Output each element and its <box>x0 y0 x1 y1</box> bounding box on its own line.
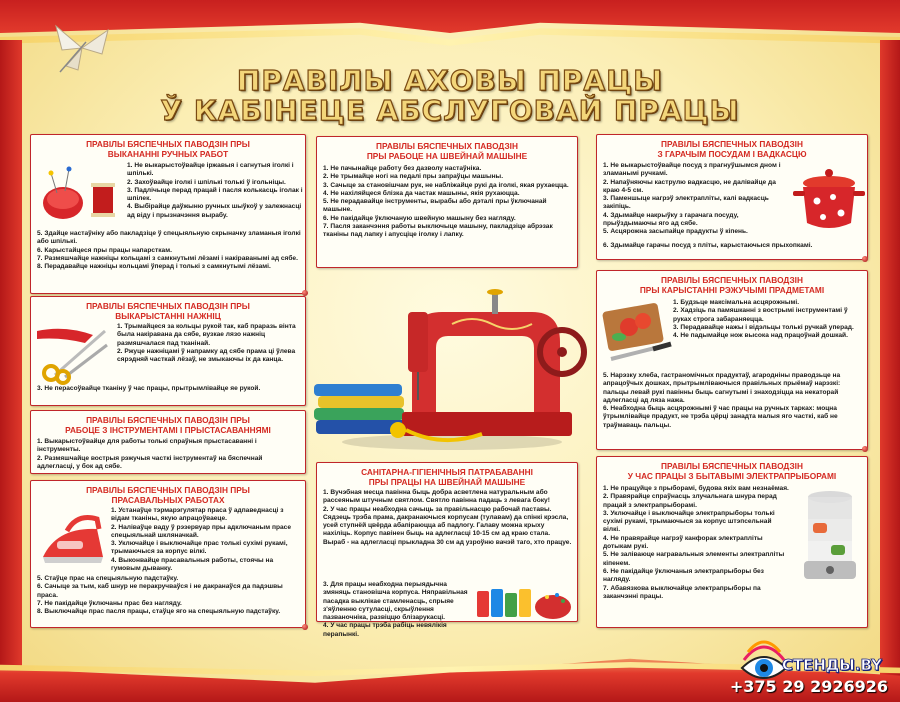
list-item: 4. Здымайце накрыўку з гарачага посуду, прыўздымаючы яго ад сябе. <box>603 211 739 228</box>
panel-appliances <box>596 456 868 628</box>
panel-sanitary <box>316 462 578 638</box>
list-item: 3. Паменшыце нагрэў электрапліты, калі вадкасць закіпіць. <box>603 195 769 211</box>
logo-phone: +375 29 2926926 <box>729 677 888 696</box>
sewing-machine-icon <box>312 272 592 452</box>
pin-icon <box>302 624 308 630</box>
list-item: 3. Перадавайце нажы і відэльцы толькі ручкай уперад. <box>673 323 854 331</box>
list-item: 4. Выбірайце даўжыню ручных шыўкоў у залежнасці ад віду і прызначэння вырабу. <box>127 203 302 219</box>
pincushion-icon <box>39 163 123 225</box>
list-item: 5. Не перадавайце інструменты, вырабы або дэталі пры ўключанай машыне. <box>323 198 547 214</box>
list-item: 6. Здымайце гарачы посуд з пліты, карыстаючыся прыхопкамі. <box>603 242 813 249</box>
list-item: 4. Выконвайце прасавальныя работы, стоячы на гумовым дыванку. <box>111 556 274 573</box>
list-item: 8. Перадавайце нажніцы кольцамі ўперад і толькі з самкнутымі лёзамі. <box>37 263 271 271</box>
list-item: 2. Не трымайце ногі на педалі пры запраўцы машыны. <box>323 173 504 181</box>
panel-hot-dishes <box>596 134 868 260</box>
iron-icon <box>37 507 109 573</box>
panel-sewing-machine <box>316 136 578 268</box>
list-item: 7. Размяшчайце нажніцы кольцамі з самкнутымі лёзамі і накіраванымі ад сябе. <box>37 254 298 262</box>
panel-heading: ПРАВІЛЫ БЯСПЕЧНЫХ ПАВОДЗІН ПРЫ КАРЫСТАННІ РЭЖУЧЫМІ ПРАДМЕТАМІ <box>639 275 825 295</box>
frame-left <box>0 40 22 680</box>
list-item: 1. Не выкарыстоўвайце посуд з прагнуўшымся дном і зламанымі ручкамі. <box>603 162 781 178</box>
list-item: 6. Неабходна быць асцярожнымі ў час працы на ручных тарках: моцна ўтрымлівайце прадукт, не трэба цёрці занадта малыя яго часткі, каб не траўмаваць пальцы. <box>603 405 838 429</box>
panel-heading: ПРАВІЛЫ БЯСПЕЧНЫХ ПАВОДЗІН ПРЫ ВЫКАРЫСТАННІ НАЖНІЦ <box>86 301 250 321</box>
list-item: 4. Не падымайце нож высока над працоўнай дошкай. <box>673 332 848 340</box>
list-item: 5. Здайце настаўніку або пакладзіце ў спецыяльную скрыначку зламаныя іголкі або шпількі. <box>37 230 301 246</box>
list-item: 3. Не перасоўвайце тканіну ў час працы, прытрымлівайце яе рукой. <box>37 385 261 392</box>
pin-icon <box>862 256 868 262</box>
list-item: 5. Не заліваюце награвальныя элементы электрапліты кіпенем. <box>603 551 785 567</box>
list-item: 2. Напаўняючы каструлю вадкасцю, не далівайце да краю 4-5 см. <box>603 178 776 194</box>
list-item: 5. Стаўце прас на спецыяльную падстаўку. <box>37 575 179 582</box>
panel-heading: ПРАВІЛЫ БЯСПЕЧНЫХ ПАВОДЗІН ПРЫ ВЫКАНАННІ РУЧНЫХ РАБОТ <box>86 139 250 159</box>
scissors-icon <box>35 321 117 381</box>
list-item: 1. Трымайцеся за кольцы рукой так, каб праразь вінта была накіравана да сябе, вузкае лязо нажніц размяшчалася пад тканінай. <box>117 323 296 347</box>
panel-tools <box>30 410 306 474</box>
list-item: 1. Не выкарыстоўвайце іржавыя і сагнутыя іголкі і шпількі. <box>127 162 294 178</box>
list-item: 2. У час працы неабходна сачыць за правільнасцю рабочай паставы. Сядзець трэба прама, дакранаючыся корпусам (тулавам) да спінкі крэсла, усей ступнёй цвёрда абапіраюцца аб падлогу. Галаву можна крыху нахіліць. Корпус павінен быць на адлегласці 10-15 см ад краю стала. Выраб - на адлегласці прыкладна 30 см ад узроўню вачэй таго, хто працуе. <box>323 505 572 546</box>
logo-name: СТЕНДЫ.BY <box>781 656 882 674</box>
list-item: 4. Не правярайце нагрэў канфорак электрапліты дотыкам рукі. <box>603 534 763 551</box>
list-item: 3. Сачыце за становішчам рук, не набліжайце рукі да іголкі, якая рухаецца. <box>323 181 569 189</box>
list-item: 1. Вучэбная месца павінна быць добра асветлена натуральным або рассеяным штучным святлом. Святло павінна падаць з левага боку! <box>323 489 550 505</box>
list-item: 1. Не працуйце з прыборамі, будова якіх вам незнаёмая. <box>603 485 789 492</box>
panel-heading: ПРАВІЛЫ БЯСПЕЧНЫХ ПАВОДЗІН У ЧАС ПРАЦЫ З БЫТАВЫМІ ЭЛЕКТРАПРЫБОРАМІ <box>627 461 837 481</box>
panel-ironing <box>30 480 306 628</box>
panel-hand-work <box>30 134 306 294</box>
list-item: 2. Правярайце спраўнасць злучальнага шнура перад працай з электрапрыборамі. <box>603 493 777 509</box>
list-item: 2. Ржуце нажніцамі ў напрамку ад сябе прама ці ўлева сярэдняй часткай лёзаў, не змыкаючы іх да канца. <box>117 347 296 364</box>
list-item: 7. Не пакідайце ўключаны прас без нагляду. <box>37 599 182 607</box>
panel-heading: ПРАВІЛЫ БЯСПЕЧНЫХ ПАВОДЗІН ПРЫ РАБОЦЕ НА ШВЕЙНАЙ МАШЫНЕ <box>366 141 528 161</box>
list-item: 5. Нарэзку хлеба, гастраномічных прадуктаў, агароднiны праводзьце на апрацоўчых дошках, прытрымліваючыся правільных прыёмаў нарэзкі: пальцы левай рукі павінны быць сагнутымі і знаходзіцца на некаторай адлегласці ад ляза нажа. <box>603 372 841 404</box>
list-item: 2. Наліваўце ваду ў рэзервуар пры адключаным прасе спецыяльнай шкляначкай. <box>111 523 292 539</box>
list-item: 1. Не пачынайце работу без дазволу настаўніка. <box>323 165 482 172</box>
panel-heading: ПРАВІЛЫ БЯСПЕЧНЫХ ПАВОДЗІН ПРЫ ПРАСАВАЛЬНЫХ РАБОТАХ <box>86 485 250 505</box>
list-item: 3. Уключайце і выключайце прас толькі сухімі рукамі, трымаючыся за корпус вілкі. <box>111 540 288 556</box>
pin-icon <box>862 446 868 452</box>
list-item: 3. Падлічыце перад працай і пасля колькасць іголак і шпілек. <box>127 186 303 203</box>
saucepan-icon <box>793 161 865 239</box>
list-item: 2. Хадзіць па памяшканні з вострымі інструментамі ў руках строга забараняецца. <box>673 307 848 323</box>
panel-scissors <box>30 296 306 406</box>
steamer-icon <box>795 487 865 583</box>
list-item: 3. Для працы неабходна перыядычна змяняць становішча корпуса. Няправільная пасадка выклікае стамленасць, спрыяе з'яўленню сутуласці, скрыўлення пазваночніка, развіццю блізарукасці. <box>323 581 468 622</box>
list-item: 6. Не пакідайце ўключаныя электрапрыборы без нагляду. <box>603 567 764 584</box>
list-item: 4. Не нахіляйцеся блізка да частак машыны, якія рухаюцца. <box>323 189 520 197</box>
list-item: 7. Пасля заканчэння работы выключыце машыну, пакладзіце абрэзак тканіны пад лапку і апусціце іголку і лапку. <box>323 223 553 239</box>
list-item: 1. Будзьце максімальна асцярожнымі. <box>673 299 800 306</box>
list-item: 8. Выключайце прас пасля працы, стаўце яго на спецыяльную падстаўку. <box>37 608 281 616</box>
list-item: 6. Сачыце за тым, каб шнур не перакручваўся і не дакранаўся да падэшвы праса. <box>37 583 283 599</box>
list-item: 3. Уключайце і выключайце электрапрыборы толькі сухімі рукамі, трымаючыся за корпус штэпсельнай вілкі. <box>603 509 775 534</box>
cutting-board-icon <box>601 299 673 369</box>
panel-heading: САНІТАРНА-ГІГІЕНІЧНЫЯ ПАТРАБАВАННІ ПРЫ ПРАЦЫ НА ШВЕЙНАЙ МАШЫНЕ <box>361 467 533 487</box>
poster-title-line1: ПРАВІЛЫ АХОВЫ ПРАЦЫ <box>236 64 664 97</box>
list-item: 1. Устанаўце тэрмарэгулятар праса ў адпаведнасці з відам тканіны, якую апрацоўваеце. <box>111 507 284 523</box>
panel-heading: ПРАВІЛЫ БЯСПЕЧНЫХ ПАВОДЗІН ПРЫ РАБОЦЕ З ІНСТРУМЕНТАМІ І ПРЫСТАСАВАННЯМІ <box>65 415 271 435</box>
list-item: 6. Не пакідайце ўключаную швейную машыну без нагляду. <box>323 214 516 222</box>
poster-title-line2: Ў КАБІНЕЦЕ АБСЛУГОВАЙ ПРАЦЫ <box>160 94 740 127</box>
list-item: 2. Захоўвайце іголкі і шпількі толькі ў ігольніцы. <box>127 178 286 186</box>
frame-right <box>880 40 900 680</box>
panel-heading: ПРАВІЛЫ БЯСПЕЧНЫХ ПАВОДЗІН З ГАРАЧЫМ ПОСУДАМ І ВАДКАСЦЮ <box>657 139 807 159</box>
list-item: 1. Выкарыстоўвайце для работы толькі спраўныя прыстасаванні і інструменты. <box>37 438 257 454</box>
list-item: 2. Размяшчайце вострыя рэжучыя часткі інструментаў на бяспечнай адлегласці, у бок ад сябе. <box>37 454 263 470</box>
list-item: 7. Абавязкова выключайце электрапрыборы па заканчэнні працы. <box>603 584 761 600</box>
list-item: 5. Асцярожна засыпайце прадукты ў кіпень. <box>603 228 748 236</box>
sewing-supplies-icon <box>473 577 577 621</box>
list-item: 6. Карыстайцеся пры працы напарсткам. <box>37 246 172 254</box>
frame-top <box>0 0 900 60</box>
list-item: 4. У час працы трэба рабіць невялікія перапынкі. <box>323 622 447 638</box>
panel-cutting-tools <box>596 270 868 450</box>
